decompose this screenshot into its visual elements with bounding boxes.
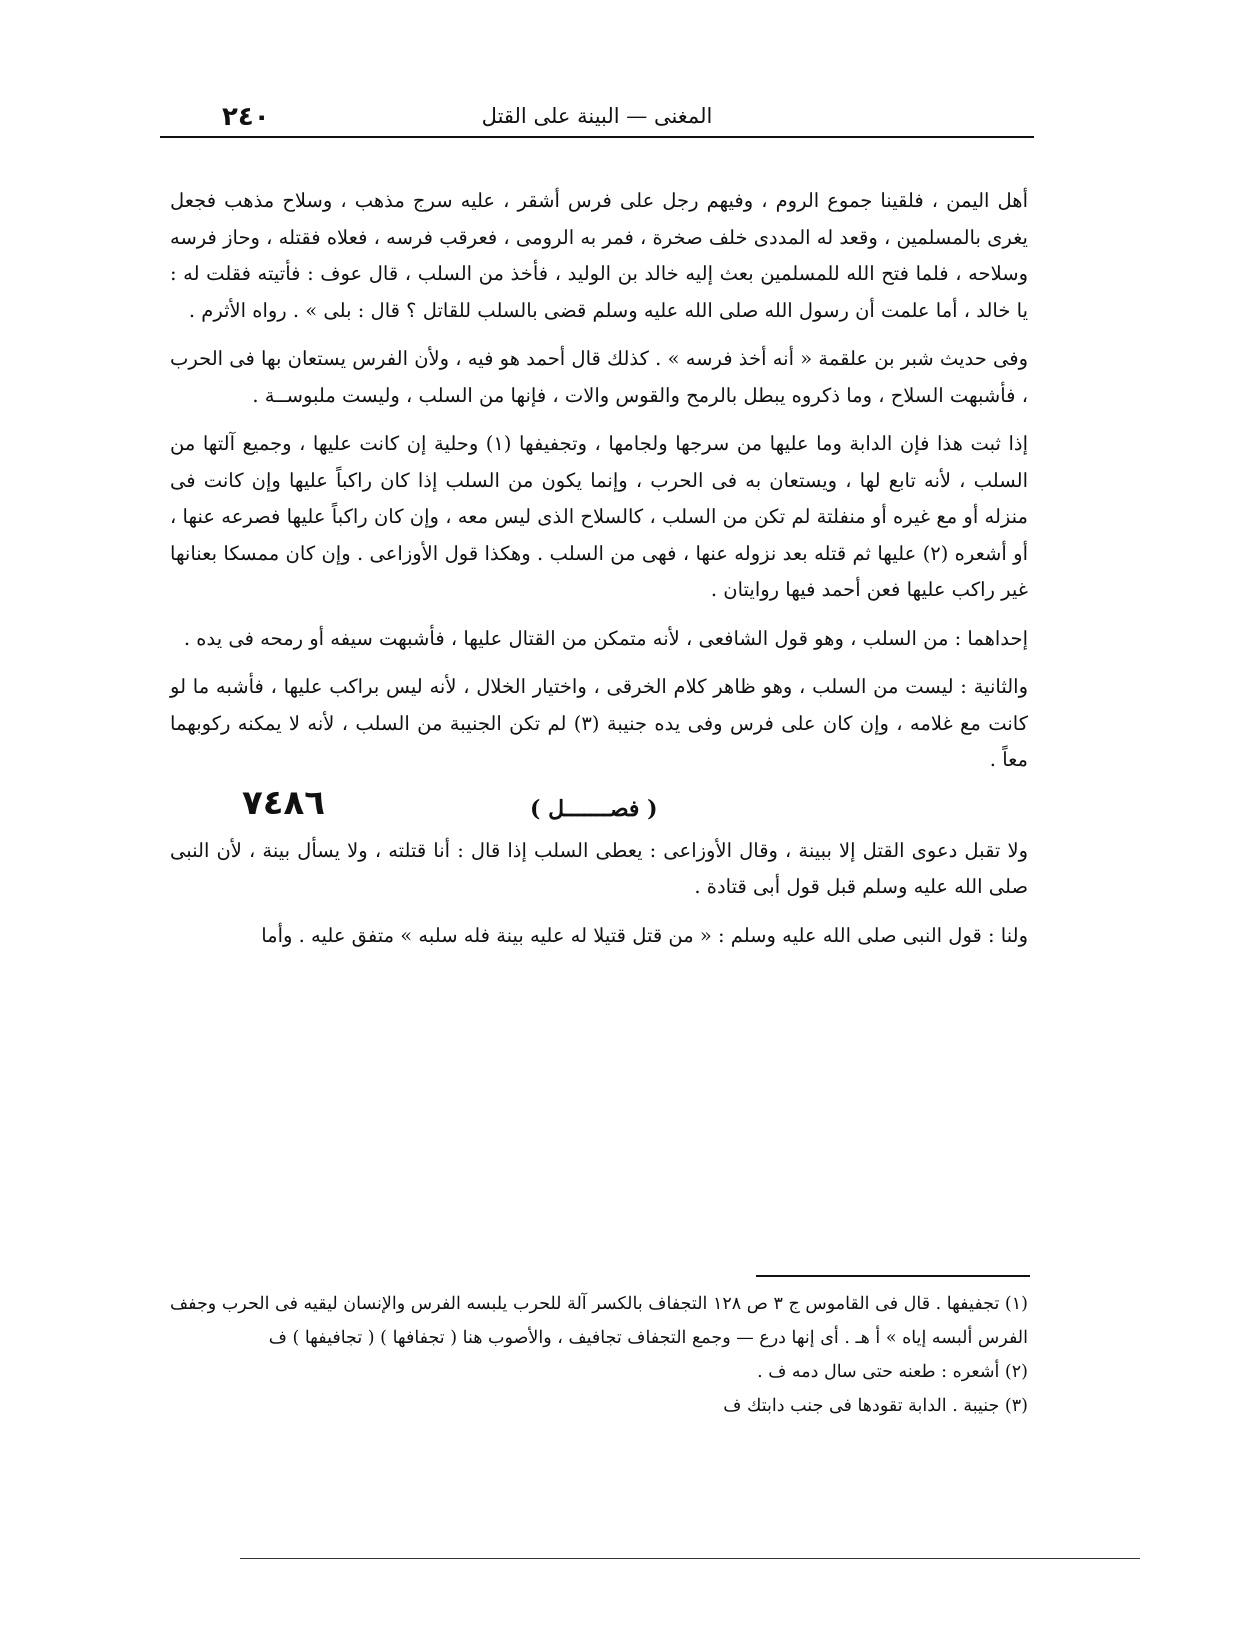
- section-label: ( فصـــــــل ): [530, 795, 658, 822]
- footnote: (٣) جنيبة . الدابة تقودها فى جنب دابتك ف: [723, 1396, 1028, 1416]
- footnote-divider: [756, 1275, 1030, 1277]
- page-header: [160, 100, 1034, 138]
- footnotes: [170, 1287, 1028, 1423]
- main-text: [170, 183, 1028, 966]
- paragraph: إحداهما : من السلب ، وهو قول الشافعى ، لأنه متمكن من القتال عليها ، فأشبهت سيفه أو رمحه فى يده .: [183, 626, 1028, 650]
- paragraph: ولا تقبل دعوى القتل إلا ببينة ، وقال الأوزاعى : يعطى السلب إذا قال : أنا قتلته ، ولا يسأل بينة ، لأن النبى صلى الله عليه وسلم قبل قول أبى قتادة .: [170, 838, 1028, 898]
- footnote: (٢) أشعره : طعنه حتى سال دمه ف .: [757, 1362, 1028, 1382]
- paragraph: إذا ثبت هذا فإن الدابة وما عليها من سرجها ولجامها ، وتجفيفها (١) وحلية إن كانت عليها ، وجميع آلتها من السلب ، لأنه تابع لها ، ويستعان به فى الحرب ، وإنما يكون من السلب إذا كان راكباً عليها وإن كانت فى منزله أو مع غيره أو منفلتة لم تكن من السلب ، كالسلاح الذى ليس معه ، وإن كان راكباً عليها فصرعه عنها ، أو أشعره (٢) عليها ثم قتله بعد نزوله عنها ، فهى من السلب . وهكذا قول الأوزاعى . وإن كان ممسكا بعنانها غير راكب عليها فعن أحمد فيها روايتان .: [170, 432, 1028, 601]
- paragraph: أهل اليمن ، فلقينا جموع الروم ، وفيهم رجل على فرس أشقر ، عليه سرج مذهب ، وسلاح مذهب فجعل يغرى بالمسلمين ، وقعد له المددى خلف صخرة ، فمر به الرومى ، فعرقب فرسه ، فعلاه فقتله ، وحاز فرسه وسلاحه ، فلما فتح الله للمسلمين بعث إليه خالد بن الوليد ، فأخذ من السلب ، قال عوف : فأتيته فقلت له : يا خالد ، أما علمت أن رسول الله صلى الله عليه وسلم قضى بالسلب للقاتل ؟ قال : بلى » . رواه الأثرم .: [170, 189, 1028, 322]
- running-title: المغنى — البينة على القتل: [481, 104, 713, 128]
- footnote: (١) تجفيفها . قال فى القاموس ج ٣ ص ١٢٨ التجفاف بالكسر آلة للحرب يلبسه الفرس والإنسان ليقيه فى الحرب وجفف الفرس ألبسه إياه » أ هـ . أى إنها درع — وجمع التجفاف تجافيف ، والأصوب هنا ( تجفافها ) ( تجافيفها ) ف: [170, 1294, 1028, 1348]
- section-heading: [170, 782, 1028, 833]
- paragraph: ولنا : قول النبى صلى الله عليه وسلم : « من قتل قتيلا له عليه بينة فله سلبه » متفق عليه . وأما: [261, 923, 1028, 947]
- page-number: ٢٤٠: [222, 102, 270, 132]
- paragraph: وفى حديث شبر بن علقمة « أنه أخذ فرسه » . كذلك قال أحمد هو فيه ، ولأن الفرس يستعان بها فى الحرب ، فأشبهت السلاح ، وما ذكروه يبطل بالرمح والقوس والات ، فإنها من السلب ، وليست ملبوســة .: [170, 347, 1028, 407]
- section-number: ٧٤٨٦: [242, 782, 326, 823]
- bottom-rule: [240, 1558, 1140, 1559]
- paragraph: والثانية : ليست من السلب ، وهو ظاهر كلام الخرقى ، واختيار الخلال ، لأنه ليس براكب عليها ، فأشبه ما لو كانت مع غلامه ، وإن كان على فرس وفى يده جنيبة (٣) لم تكن الجنيبة من السلب ، لأنه لا يمكنه ركوبهما معاً .: [170, 675, 1028, 771]
